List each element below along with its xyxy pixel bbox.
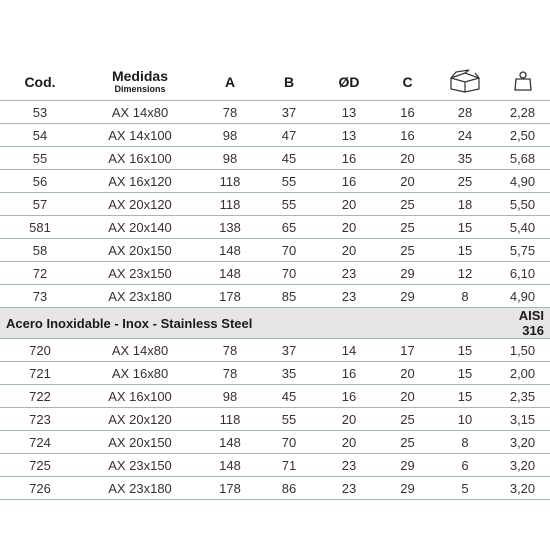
cell-box: 35 [435,147,495,170]
cell-c: 20 [380,385,435,408]
cell-a: 178 [200,285,260,308]
cell-box: 8 [435,431,495,454]
table-row [0,239,550,262]
cell-medidas: AX 23x150 [80,454,200,477]
table-row [0,193,550,216]
cell-cod: 55 [0,147,80,170]
cell-b: 70 [260,431,318,454]
cell-b: 71 [260,454,318,477]
cell-od: 20 [318,239,380,262]
cell-c: 29 [380,454,435,477]
cell-cod: 57 [0,193,80,216]
cell-a: 148 [200,262,260,285]
spec-table [0,64,550,500]
col-header-c: C [380,64,435,101]
cell-box: 15 [435,216,495,239]
col-header-dimensions: Dimensions [114,84,166,94]
col-header-weight [495,64,550,101]
cell-weight: 2,28 [495,101,550,124]
col-header-cod: Cod. [0,64,80,101]
cell-od: 20 [318,408,380,431]
col-header-od: ØD [318,64,380,101]
cell-b: 37 [260,101,318,124]
cell-b: 65 [260,216,318,239]
cell-a: 118 [200,193,260,216]
table-row [0,285,550,308]
cell-od: 16 [318,385,380,408]
cell-weight: 3,20 [495,454,550,477]
cell-od: 16 [318,362,380,385]
cell-c: 16 [380,124,435,147]
cell-medidas: AX 16x100 [80,385,200,408]
cell-cod: 72 [0,262,80,285]
cell-c: 16 [380,101,435,124]
cell-weight: 5,40 [495,216,550,239]
cell-a: 148 [200,239,260,262]
cell-a: 148 [200,454,260,477]
cell-a: 78 [200,362,260,385]
table-row [0,339,550,362]
cell-cod: 721 [0,362,80,385]
cell-box: 15 [435,385,495,408]
cell-b: 86 [260,477,318,500]
cell-a: 138 [200,216,260,239]
cell-medidas: AX 14x100 [80,124,200,147]
col-header-b: B [260,64,318,101]
cell-c: 29 [380,262,435,285]
cell-medidas: AX 23x180 [80,285,200,308]
cell-a: 98 [200,124,260,147]
cell-c: 20 [380,362,435,385]
cell-cod: 73 [0,285,80,308]
cell-cod: 720 [0,339,80,362]
cell-c: 20 [380,147,435,170]
cell-cod: 54 [0,124,80,147]
cell-b: 45 [260,147,318,170]
cell-medidas: AX 20x140 [80,216,200,239]
cell-medidas: AX 23x180 [80,477,200,500]
cell-cod: 726 [0,477,80,500]
table-row [0,147,550,170]
box-icon [448,69,482,96]
table-row [0,170,550,193]
cell-cod: 53 [0,101,80,124]
cell-a: 118 [200,170,260,193]
cell-weight: 3,20 [495,431,550,454]
cell-weight: 1,50 [495,339,550,362]
cell-od: 23 [318,454,380,477]
table-row [0,362,550,385]
cell-box: 24 [435,124,495,147]
col-header-a: A [200,64,260,101]
table-row [0,408,550,431]
cell-medidas: AX 20x120 [80,193,200,216]
section-grade: AISI 316 [495,308,550,339]
cell-medidas: AX 20x120 [80,408,200,431]
cell-od: 16 [318,170,380,193]
cell-medidas: AX 23x150 [80,262,200,285]
cell-od: 20 [318,193,380,216]
cell-b: 85 [260,285,318,308]
cell-od: 23 [318,262,380,285]
col-header-medidas: Medidas Dimensions [80,64,200,101]
cell-cod: 722 [0,385,80,408]
cell-box: 28 [435,101,495,124]
cell-cod: 58 [0,239,80,262]
cell-medidas: AX 20x150 [80,239,200,262]
cell-c: 25 [380,431,435,454]
cell-od: 16 [318,147,380,170]
cell-box: 5 [435,477,495,500]
cell-a: 148 [200,431,260,454]
section-row [0,308,550,339]
cell-b: 55 [260,170,318,193]
cell-od: 23 [318,285,380,308]
table-row [0,124,550,147]
cell-weight: 5,68 [495,147,550,170]
cell-weight: 5,50 [495,193,550,216]
table-row [0,101,550,124]
cell-c: 17 [380,339,435,362]
cell-medidas: AX 16x120 [80,170,200,193]
cell-box: 18 [435,193,495,216]
cell-cod: 725 [0,454,80,477]
cell-medidas: AX 16x100 [80,147,200,170]
cell-c: 29 [380,477,435,500]
cell-weight: 3,20 [495,477,550,500]
cell-box: 8 [435,285,495,308]
cell-weight: 2,35 [495,385,550,408]
cell-box: 15 [435,239,495,262]
cell-c: 25 [380,239,435,262]
cell-medidas: AX 14x80 [80,101,200,124]
cell-box: 10 [435,408,495,431]
cell-b: 47 [260,124,318,147]
cell-b: 55 [260,193,318,216]
cell-box: 25 [435,170,495,193]
cell-b: 35 [260,362,318,385]
cell-weight: 4,90 [495,285,550,308]
cell-box: 15 [435,362,495,385]
cell-a: 78 [200,101,260,124]
cell-cod: 581 [0,216,80,239]
cell-a: 178 [200,477,260,500]
col-header-box [435,64,495,101]
cell-od: 20 [318,431,380,454]
cell-cod: 724 [0,431,80,454]
cell-weight: 6,10 [495,262,550,285]
weight-icon [513,70,533,95]
cell-b: 55 [260,408,318,431]
table-row [0,454,550,477]
cell-c: 25 [380,193,435,216]
cell-c: 25 [380,408,435,431]
cell-medidas: AX 16x80 [80,362,200,385]
cell-od: 14 [318,339,380,362]
table-body-group1 [0,101,550,308]
cell-medidas: AX 20x150 [80,431,200,454]
cell-od: 13 [318,101,380,124]
table-row [0,385,550,408]
cell-od: 23 [318,477,380,500]
cell-weight: 2,50 [495,124,550,147]
cell-weight: 5,75 [495,239,550,262]
table-header-row [0,64,550,101]
cell-weight: 4,90 [495,170,550,193]
cell-box: 12 [435,262,495,285]
section-header-body [0,308,550,339]
cell-cod: 723 [0,408,80,431]
cell-medidas: AX 14x80 [80,339,200,362]
cell-c: 29 [380,285,435,308]
cell-b: 70 [260,262,318,285]
cell-cod: 56 [0,170,80,193]
cell-c: 20 [380,170,435,193]
cell-box: 6 [435,454,495,477]
cell-c: 25 [380,216,435,239]
table-row [0,431,550,454]
cell-a: 78 [200,339,260,362]
cell-a: 118 [200,408,260,431]
table-row [0,477,550,500]
table-row [0,216,550,239]
cell-a: 98 [200,147,260,170]
table-body-group2 [0,339,550,500]
cell-b: 37 [260,339,318,362]
section-title: Acero Inoxidable - Inox - Stainless Steel [0,308,435,339]
cell-od: 13 [318,124,380,147]
cell-b: 70 [260,239,318,262]
cell-box: 15 [435,339,495,362]
cell-od: 20 [318,216,380,239]
cell-weight: 3,15 [495,408,550,431]
cell-weight: 2,00 [495,362,550,385]
table-row [0,262,550,285]
cell-a: 98 [200,385,260,408]
cell-b: 45 [260,385,318,408]
